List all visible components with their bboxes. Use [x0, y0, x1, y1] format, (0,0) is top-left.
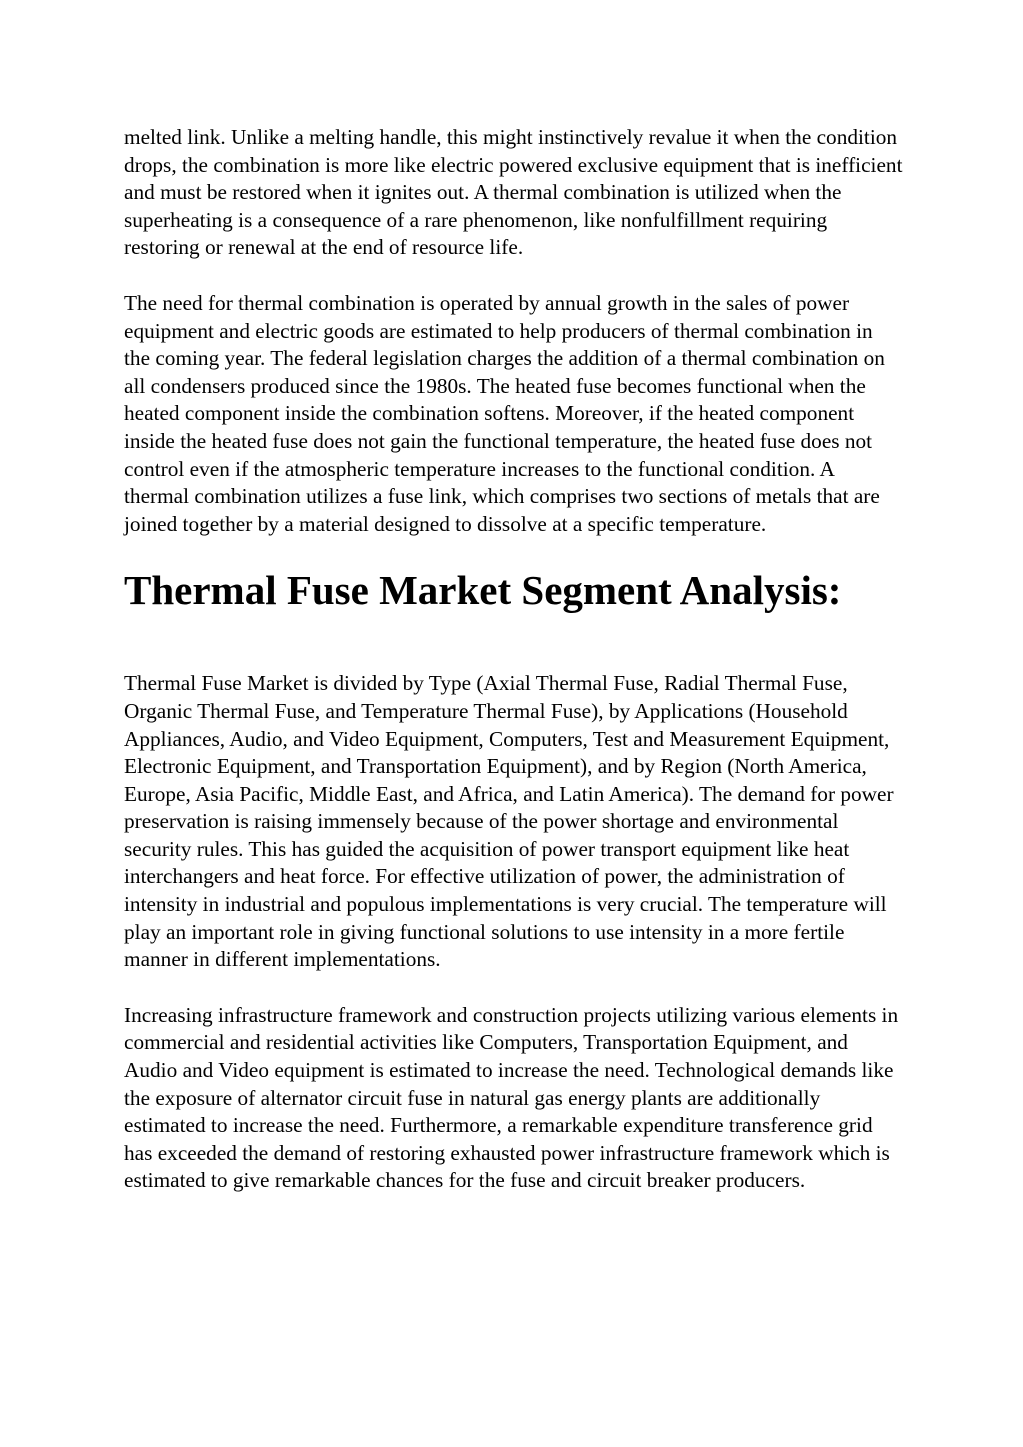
paragraph-3: Thermal Fuse Market is divided by Type (Axial Thermal Fuse, Radial Thermal Fuse, Organic Thermal Fuse, and Temperature Thermal Fuse), by Applications (Household Appliances, Audio, and Video Equipment, Computers, Test and Measurement Equipment, Electronic Equipment, and Transportation Equipment), and by Region (North America, Europe, Asia Pacific, Middle East, and Africa, and Latin America). The demand for power preservation is raising immensely because of the power shortage and environmental security rules. This has guided the acquisition of power transport equipment like heat interchangers and heat force. For effective utilization of power, the administration of intensity in industrial and populous implementations is very crucial. The temperature will play an important role in giving functional solutions to use intensity in a more fertile manner in different implementations.: [124, 671, 894, 972]
section-heading: Thermal Fuse Market Segment Analysis:: [124, 567, 842, 614]
paragraph-4: Increasing infrastructure framework and construction projects utilizing various elements in commercial and residential activities like Computers, Transportation Equipment, and Audio and Video equipment is estimated to increase the need. Technological demands like the exposure of alternator circuit fuse in natural gas energy plants are additionally estimated to increase the need. Furthermore, a remarkable expenditure transference grid has exceeded the demand of restoring exhausted power infrastructure framework which is estimated to give remarkable chances for the fuse and circuit breaker producers.: [124, 1002, 899, 1193]
document-page: [124, 124, 904, 1223]
paragraph-1: melted link. Unlike a melting handle, this might instinctively revalue it when the condition drops, the combination is more like electric powered exclusive equipment that is inefficient and must be restored when it ignites out. A thermal combination is utilized when the superheating is a consequence of a rare phenomenon, like nonfulfillment requiring restoring or renewal at the end of resource life.: [124, 125, 903, 260]
paragraph-2: The need for thermal combination is operated by annual growth in the sales of power equipment and electric goods are estimated to help producers of thermal combination in the coming year. The federal legislation charges the addition of a thermal combination on all condensers produced since the 1980s. The heated fuse becomes functional when the heated component inside the combination softens. Moreover, if the heated component inside the heated fuse does not gain the functional temperature, the heated fuse does not control even if the atmospheric temperature increases to the functional condition. A thermal combination utilizes a fuse link, which comprises two sections of metals that are joined together by a material designed to dissolve at a specific temperature.: [124, 290, 885, 536]
